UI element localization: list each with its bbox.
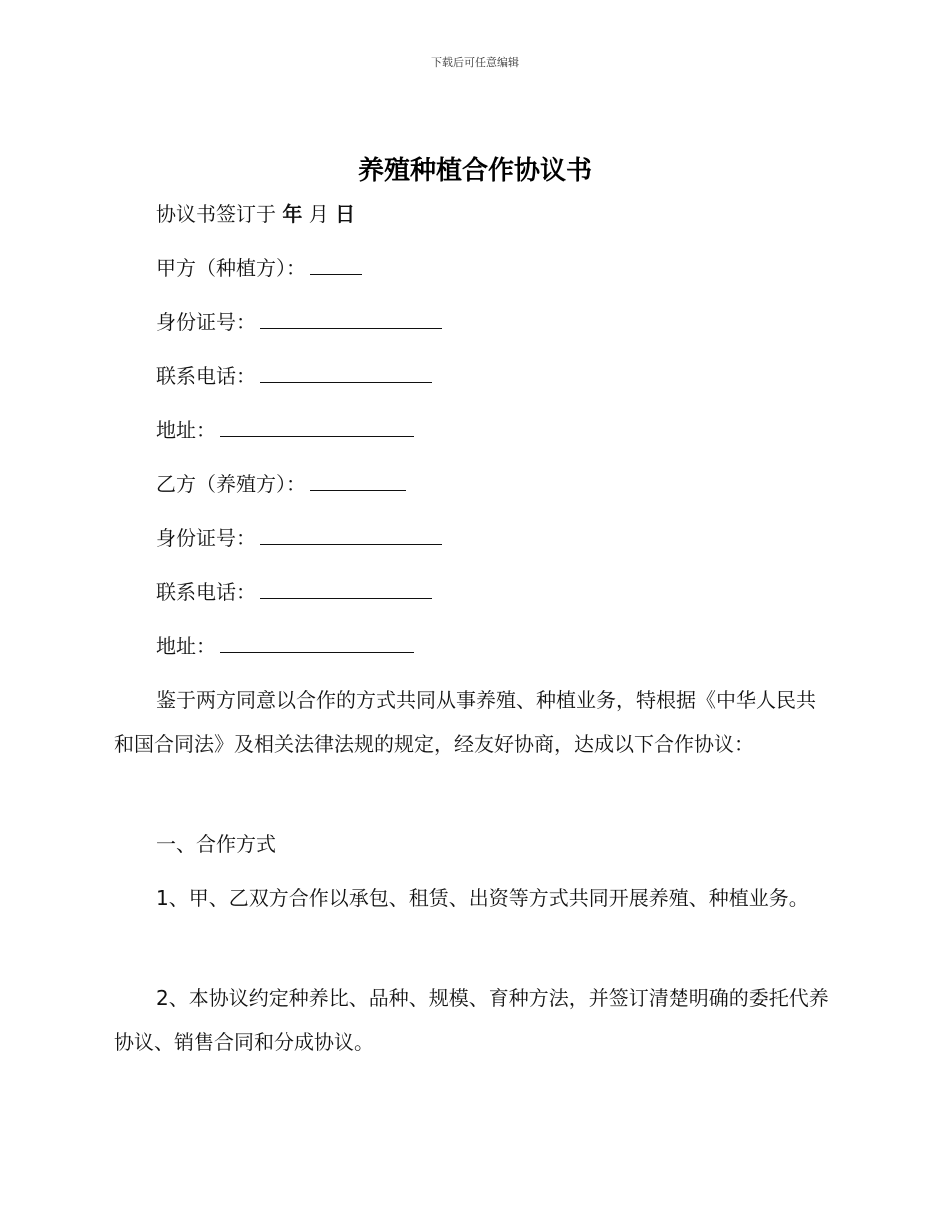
preamble-paragraph xyxy=(114,678,834,766)
sign-date-line xyxy=(156,200,355,228)
party-b-address-label: 地址： xyxy=(156,634,216,658)
preamble-text: 鉴于两方同意以合作的方式共同从事养殖、种植业务，特根据《中华人民共和国合同法》及相关法律法规的规定，经友好协商，达成以下合作协议： xyxy=(114,688,816,756)
party-b-phone-line xyxy=(156,578,432,606)
party-a-address-label: 地址： xyxy=(156,418,216,442)
party-a-id-label: 身份证号： xyxy=(156,310,256,334)
party-b-line xyxy=(156,470,406,498)
party-b-label: 乙方（养殖方）： xyxy=(156,472,306,496)
party-a-blank[interactable] xyxy=(310,254,362,275)
party-a-id-blank[interactable] xyxy=(260,308,442,329)
party-b-id-blank[interactable] xyxy=(260,524,442,545)
party-b-address-line xyxy=(156,632,414,660)
party-a-phone-line xyxy=(156,362,432,390)
party-a-address-blank[interactable] xyxy=(220,416,414,437)
section-1-heading: 一、合作方式 xyxy=(156,832,276,856)
sign-date-year: 年 xyxy=(282,202,303,226)
sign-date-prefix: 协议书签订于 xyxy=(156,202,276,226)
page-header-note: 下载后可任意编辑 xyxy=(431,56,519,69)
document-title: 养殖种植合作协议书 xyxy=(357,156,592,186)
party-a-line xyxy=(156,254,362,282)
party-b-phone-label: 联系电话： xyxy=(156,580,256,604)
party-a-id-line xyxy=(156,308,442,336)
party-a-phone-blank[interactable] xyxy=(260,362,432,383)
party-a-phone-label: 联系电话： xyxy=(156,364,256,388)
sign-date-month: 月 xyxy=(308,202,329,226)
clause-1-paragraph xyxy=(114,876,834,920)
party-b-address-blank[interactable] xyxy=(220,632,414,653)
party-a-address-line xyxy=(156,416,414,444)
clause-2-paragraph xyxy=(114,976,834,1064)
party-b-blank[interactable] xyxy=(310,470,406,491)
party-a-label: 甲方（种植方）： xyxy=(156,256,306,280)
clause-1-text: 1、甲、乙双方合作以承包、租赁、出资等方式共同开展养殖、种植业务。 xyxy=(156,886,809,910)
clause-2-text: 2、本协议约定种养比、品种、规模、育种方法，并签订清楚明确的委托代养协议、销售合同和分成协议。 xyxy=(114,986,829,1054)
party-b-phone-blank[interactable] xyxy=(260,578,432,599)
party-b-id-label: 身份证号： xyxy=(156,526,256,550)
party-b-id-line xyxy=(156,524,442,552)
sign-date-day: 日 xyxy=(335,202,356,226)
